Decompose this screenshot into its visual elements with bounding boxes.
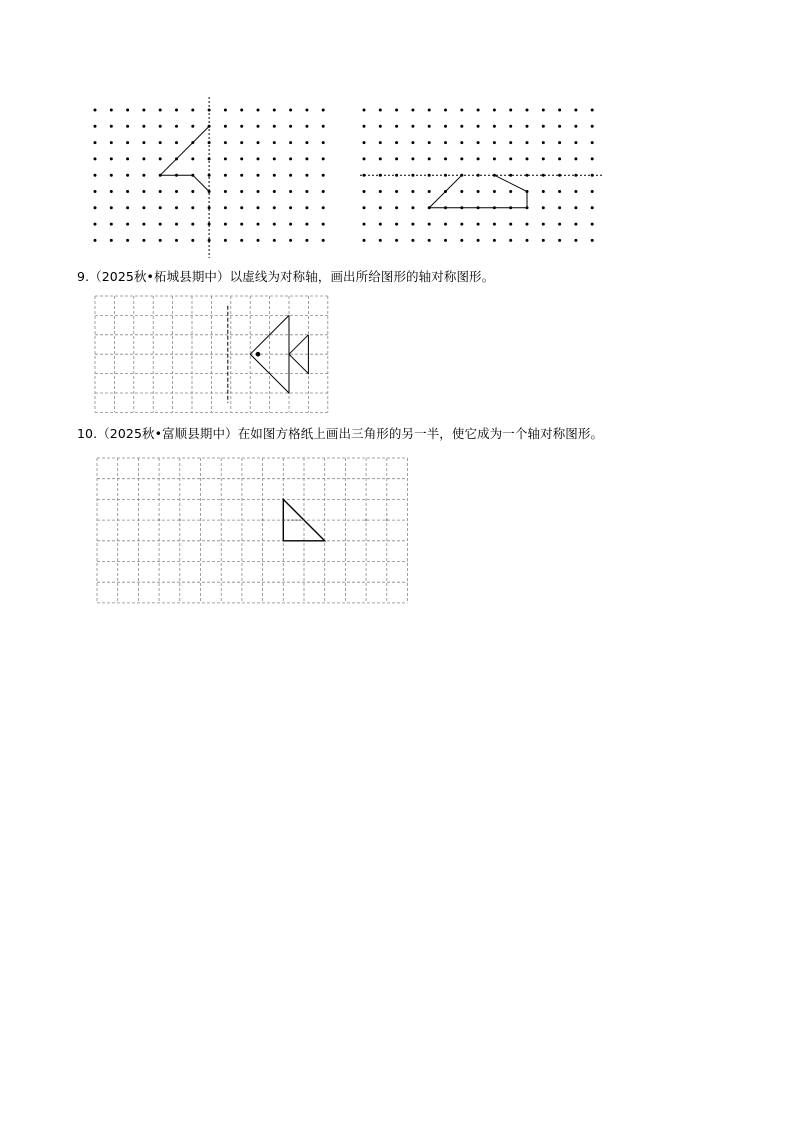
question-dot: . [85, 269, 90, 284]
grid-dot [261, 519, 263, 521]
question-number: 9 [77, 269, 86, 284]
question-dot: . [93, 426, 98, 441]
question-text: 以虚线为对称轴，画出所给图形的轴对称图形。 [229, 269, 495, 284]
grid-dot [158, 519, 160, 521]
grid-dot [365, 519, 367, 521]
question-source: （2025秋•富顺县期中） [97, 426, 238, 441]
question-text: 在如图方格纸上画出三角形的另一半，使它成为一个轴对称图形。 [237, 426, 604, 441]
grid-lines [97, 458, 408, 603]
grid-dot [179, 519, 181, 521]
question-number: 10 [77, 426, 94, 441]
question-source: （2025秋•柘城县期中） [89, 269, 230, 284]
grid-dot [386, 519, 388, 521]
